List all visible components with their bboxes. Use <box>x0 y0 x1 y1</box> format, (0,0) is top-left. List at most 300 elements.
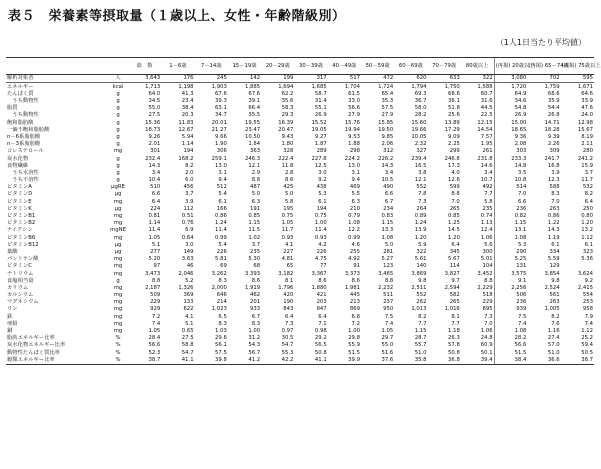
table-cell: 38.4 <box>181 105 194 112</box>
table-cell: 35.8 <box>394 356 427 364</box>
column-header: (再掲) 75歳以上 <box>561 58 594 75</box>
table-cell: 239.4 <box>411 155 427 162</box>
table-cell: 9.8 <box>551 277 560 284</box>
table-cell: 8.19 <box>581 133 593 140</box>
row-unit: mg <box>113 313 123 320</box>
column-header: 15－19歳 <box>228 58 261 75</box>
table-cell: 3.7 <box>185 191 194 198</box>
row-unit: mg <box>113 234 123 241</box>
table-cell: 512 <box>216 184 227 191</box>
table-cell: 11.83 <box>178 119 194 126</box>
table-cell: 1.24 <box>414 220 427 227</box>
table-row <box>6 141 594 148</box>
row-label: うち動物性 <box>7 112 39 119</box>
table-cell: 11.4 <box>148 227 161 234</box>
table-row <box>6 241 594 248</box>
table-cell: 334 <box>549 248 560 255</box>
row-unit: mg <box>113 270 123 277</box>
table-row <box>6 184 594 191</box>
table-cell: 246.3 <box>244 155 261 162</box>
row-label: 動物性たんぱく質比率 <box>7 349 60 356</box>
table-cell: 3,373 <box>344 270 360 277</box>
table-cell: 5.61 <box>414 256 427 263</box>
table-cell: 11.5 <box>248 227 261 234</box>
row-label: カルシウム <box>7 292 34 299</box>
table-cell: 6.9 <box>185 227 194 234</box>
table-cell: 14.3 <box>547 227 560 234</box>
table-cell: 6.1 <box>584 241 593 248</box>
row-unit: g <box>116 169 120 176</box>
table-cell: 1.05 <box>148 234 161 241</box>
table-cell: 67.6 <box>248 90 261 97</box>
table-cell: 19.05 <box>311 126 327 133</box>
table-cell: 420 <box>283 292 294 299</box>
table-cell: 13.2 <box>581 227 593 234</box>
table-cell: 10.50 <box>244 133 261 140</box>
row-unit: mg <box>113 220 123 227</box>
table-cell: 0.74 <box>480 213 493 220</box>
table-cell: 56.6 <box>494 342 527 349</box>
table-row <box>6 284 594 291</box>
table-cell: 51.8 <box>448 105 460 112</box>
table-cell: 262 <box>416 299 427 306</box>
table-cell: 213 <box>349 299 360 306</box>
table-cell: 1.14 <box>148 220 161 227</box>
table-cell: 237 <box>383 299 394 306</box>
table-cell: 21.27 <box>211 126 227 133</box>
table-cell: 1.24 <box>215 220 227 227</box>
table-cell: 0.85 <box>248 213 261 220</box>
table-cell: 59.4 <box>581 342 593 349</box>
table-cell: 41.1 <box>294 356 327 364</box>
table-cell: 56.6 <box>148 342 161 349</box>
table-cell: 12.5 <box>314 162 327 169</box>
table-cell: 9.85 <box>381 133 394 140</box>
table-cell: 3,393 <box>244 270 261 277</box>
table-cell: 1.15 <box>494 220 527 227</box>
table-cell: 50.8 <box>448 349 460 356</box>
table-cell: 2,256 <box>494 284 527 291</box>
table-cell: 33.0 <box>348 98 360 105</box>
column-header: 20－29歳 <box>261 58 294 75</box>
table-cell: 582 <box>449 292 460 299</box>
table-cell: 19.55 <box>244 119 261 126</box>
table-cell: 3,367 <box>311 270 327 277</box>
table-cell: 19.66 <box>411 126 427 133</box>
table-row <box>6 249 594 256</box>
row-label: ビタミンB6 <box>7 234 36 241</box>
table-cell: 6.1 <box>318 198 327 205</box>
table-cell: 26.9 <box>314 112 327 119</box>
table-cell: 9.2 <box>584 277 593 284</box>
row-label: コレステロール <box>7 148 44 155</box>
table-cell: 67.6 <box>215 90 227 97</box>
table-cell: 3,643 <box>128 75 161 83</box>
table-cell: 26.9 <box>494 112 527 119</box>
row-label: エネルギー <box>7 83 34 90</box>
row-unit: μgRE <box>111 184 125 191</box>
table-cell: 6.3 <box>351 198 360 205</box>
table-cell: 12.98 <box>577 119 593 126</box>
table-cell: 195 <box>283 205 294 212</box>
table-cell: 6.0 <box>185 177 194 184</box>
table-cell: 1.03 <box>215 328 227 335</box>
table-cell: 6.4 <box>584 198 593 205</box>
table-cell: 1,919 <box>244 284 261 291</box>
table-cell: 58.0 <box>414 105 427 112</box>
table-cell: 490 <box>383 184 394 191</box>
table-cell: 8.2 <box>418 313 427 320</box>
row-unit: g <box>116 112 120 119</box>
table-cell: 633 <box>428 75 461 83</box>
row-label: 穀類エネルギー比率 <box>6 356 108 364</box>
table-cell: 950 <box>383 306 394 313</box>
table-cell: 0.76 <box>181 220 194 227</box>
table-cell: 5.0 <box>284 191 294 198</box>
table-cell: 34.6 <box>494 98 527 105</box>
row-label: 脂質 <box>7 105 18 112</box>
table-cell: 229 <box>482 299 493 306</box>
table-cell: 5.1 <box>185 320 194 327</box>
table-cell: 5.6 <box>484 241 493 248</box>
table-cell: 9.7 <box>451 277 460 284</box>
row-unit: g <box>116 119 120 126</box>
table-cell: 8.8 <box>451 191 460 198</box>
table-cell: 97 <box>153 263 161 270</box>
table-cell: 8.6 <box>351 277 360 284</box>
table-cell: 0.99 <box>215 234 227 241</box>
table-cell: 9.43 <box>281 133 294 140</box>
table-cell: 20.3 <box>181 112 194 119</box>
table-cell: 3.0 <box>318 169 327 176</box>
table-cell: 2.01 <box>148 141 161 148</box>
table-cell: 298 <box>349 148 360 155</box>
row-unit: mg <box>113 284 123 291</box>
table-cell: 10.4 <box>148 177 161 184</box>
table-cell: 554 <box>582 292 593 299</box>
table-cell: 27.4 <box>547 335 560 342</box>
table-cell: 16.8 <box>547 162 560 169</box>
table-cell: 8.3 <box>218 277 227 284</box>
table-cell: 7.3 <box>484 313 493 320</box>
table-cell: 27.9 <box>348 112 360 119</box>
table-cell: 7.4 <box>494 320 527 327</box>
table-cell: 3,473 <box>145 270 161 277</box>
table-cell: 14.3 <box>381 162 394 169</box>
table-cell: 47.6 <box>581 105 593 112</box>
table-cell: 929 <box>150 306 161 313</box>
table-cell: 1.15 <box>414 328 427 335</box>
table-cell: 8.3 <box>218 320 227 327</box>
table-cell: 1.25 <box>448 220 460 227</box>
table-cell: 3.63 <box>181 256 194 263</box>
table-cell: 7.1 <box>318 320 327 327</box>
row-unit: mg <box>113 263 123 270</box>
table-cell: 1.02 <box>248 234 261 241</box>
table-cell: 5.0 <box>251 191 261 198</box>
table-cell: 41.3 <box>181 90 194 97</box>
row-label: ビタミンB2 <box>7 220 36 227</box>
table-cell: 39.9 <box>328 356 361 364</box>
table-cell: 9.8 <box>418 277 427 284</box>
table-cell: 6.3 <box>251 198 261 205</box>
table-cell: 280 <box>582 148 593 155</box>
table-cell: 8.8 <box>484 277 493 284</box>
table-cell: 13.3 <box>381 227 394 234</box>
table-cell: 303 <box>494 148 527 155</box>
table-cell: 236 <box>494 299 527 306</box>
table-cell: 12.3 <box>547 177 560 184</box>
row-unit: g <box>116 162 120 169</box>
table-cell: 895 <box>482 306 493 313</box>
row-label: パントテン酸 <box>7 256 39 263</box>
table-cell: 5.1 <box>151 241 161 248</box>
row-unit: mg <box>113 198 123 205</box>
table-cell: 9.1 <box>494 277 527 284</box>
table-cell: 14.6 <box>480 162 493 169</box>
table-cell: 0.75 <box>281 213 294 220</box>
table-cell: 52.3 <box>148 349 161 356</box>
table-cell: 7.7 <box>451 320 460 327</box>
table-cell: 510 <box>150 184 161 191</box>
table-cell: 1.20 <box>414 234 427 241</box>
table-cell: 19.50 <box>378 126 394 133</box>
table-cell: 191 <box>250 205 261 212</box>
table-cell: 25.6 <box>448 112 460 119</box>
table-cell: 1,885 <box>244 83 261 90</box>
table-cell: 1.05 <box>148 328 161 335</box>
table-cell: 232.4 <box>145 155 161 162</box>
table-cell: 51.5 <box>494 349 527 356</box>
table-cell: 241.2 <box>577 155 593 162</box>
table-row <box>6 328 594 335</box>
table-cell: 2,187 <box>145 284 161 291</box>
table-cell: 51.6 <box>381 349 394 356</box>
table-cell: 56.6 <box>348 105 360 112</box>
table-cell: 18.28 <box>544 126 560 133</box>
row-unit: % <box>115 342 121 349</box>
row-label: 脂肪エネルギー比率 <box>7 335 55 342</box>
row-unit: g <box>116 98 120 105</box>
table-cell: 0.93 <box>314 234 327 241</box>
table-cell: 15.76 <box>344 119 360 126</box>
row-label: 食塩相当量 <box>7 277 34 284</box>
row-label: マグネシウム <box>7 299 39 306</box>
table-cell: 6.4 <box>318 313 327 320</box>
table-cell: 36.6 <box>527 356 560 364</box>
table-cell: 8.6 <box>318 277 327 284</box>
table-cell: 281 <box>383 248 394 255</box>
table-cell: 6.6 <box>151 191 161 198</box>
table-cell: 50.5 <box>581 349 593 356</box>
table-cell: 199 <box>261 75 294 83</box>
table-cell: 54.4 <box>547 105 560 112</box>
table-cell: 958 <box>582 306 593 313</box>
table-cell: 15.52 <box>311 119 327 126</box>
table-row <box>6 155 594 162</box>
table-cell: 10.8 <box>494 177 527 184</box>
table-row <box>6 256 594 263</box>
table-cell: 236 <box>494 205 527 212</box>
table-cell: 65 <box>286 263 294 270</box>
table-cell: 58.3 <box>281 105 294 112</box>
table-cell: 4.2 <box>318 241 327 248</box>
table-cell: 7.5 <box>384 313 394 320</box>
table-cell: 1.15 <box>381 220 394 227</box>
table-cell: 4.75 <box>314 256 327 263</box>
table-cell: 112 <box>183 205 194 212</box>
table-cell: 241.7 <box>544 155 560 162</box>
table-cell: 28.7 <box>414 335 427 342</box>
row-unit: mg <box>113 256 123 263</box>
table-cell: 24.8 <box>480 335 493 342</box>
table-cell: 50.8 <box>314 349 327 356</box>
table-cell: 250 <box>582 205 593 212</box>
table-row <box>6 90 594 97</box>
table-cell: 5.20 <box>148 256 161 263</box>
table-cell: 3.0 <box>185 241 194 248</box>
table-cell: 7.0 <box>451 198 460 205</box>
table-cell: 5.4 <box>218 241 227 248</box>
row-label: 食物繊維 <box>7 162 29 169</box>
table-cell: 1,588 <box>477 83 493 90</box>
table-cell: 1.19 <box>547 234 560 241</box>
table-cell: 265 <box>449 205 460 212</box>
row-label: ビタミンA <box>7 184 32 191</box>
table-cell: 1,013 <box>411 306 427 313</box>
table-cell: 7.3 <box>284 320 294 327</box>
table-cell: 0.89 <box>414 213 427 220</box>
table-row <box>6 148 594 155</box>
table-cell: 5.2 <box>185 277 194 284</box>
table-cell: 8.6 <box>284 177 294 184</box>
table-cell: 60.7 <box>480 90 493 97</box>
table-cell: 1.00 <box>348 328 360 335</box>
table-row <box>6 213 594 220</box>
table-cell: 55.9 <box>348 342 360 349</box>
table-cell: 226.2 <box>378 155 394 162</box>
table-cell: 6.1 <box>551 241 560 248</box>
table-cell: 203 <box>316 299 327 306</box>
table-cell: 8.3 <box>251 320 261 327</box>
table-cell: 77 <box>319 263 327 270</box>
table-row <box>6 98 594 105</box>
row-label: 葉酸 <box>7 248 18 255</box>
row-label: うち水溶性 <box>7 169 39 176</box>
row-label: リン <box>7 306 18 313</box>
table-cell: 8.3 <box>551 191 560 198</box>
table-cell: 9.66 <box>215 133 227 140</box>
table-row <box>6 177 594 184</box>
row-unit: % <box>115 349 121 356</box>
table-cell: 104 <box>482 263 493 270</box>
table-cell: 11.8 <box>281 162 294 169</box>
table-cell: 57.0 <box>547 342 560 349</box>
column-header: 50－59歳 <box>361 58 394 75</box>
table-cell: 289 <box>316 148 327 155</box>
table-cell: 140 <box>416 263 427 270</box>
table-cell: 0.82 <box>494 213 527 220</box>
row-unit: kcal <box>112 83 124 90</box>
table-cell: 2.9 <box>251 169 261 176</box>
table-cell: 8.1 <box>451 313 460 320</box>
table-cell: 13.9 <box>414 227 427 234</box>
table-cell: 1,198 <box>178 83 194 90</box>
table-cell: 317 <box>294 75 327 83</box>
row-label: ビタミンK <box>7 205 32 212</box>
table-cell: 1.08 <box>381 234 394 241</box>
row-unit: μg <box>114 205 122 212</box>
table-cell: 27.5 <box>148 112 161 119</box>
table-cell: 39.8 <box>195 356 228 364</box>
table-cell: 322 <box>416 248 427 255</box>
table-cell: 5.8 <box>284 198 294 205</box>
table-cell: 10.5 <box>381 177 394 184</box>
table-cell: 55.0 <box>148 105 161 112</box>
table-row <box>6 220 594 227</box>
table-cell: 1,720 <box>494 83 527 91</box>
table-cell: 224.2 <box>344 155 360 162</box>
table-cell: 7.8 <box>418 191 427 198</box>
table-cell: 3.9 <box>185 198 194 205</box>
column-header: 1－6歳 <box>161 58 194 75</box>
table-cell: 235 <box>250 248 261 255</box>
table-cell: 6.6 <box>494 198 527 205</box>
row-label: 飽和脂肪酸 <box>7 119 34 126</box>
row-unit: g <box>116 90 120 97</box>
table-cell: 4.1 <box>185 313 194 320</box>
table-row <box>6 134 594 141</box>
table-cell: 0.93 <box>281 234 294 241</box>
table-cell: 55.7 <box>414 342 427 349</box>
table-cell: 46 <box>186 263 194 270</box>
row-unit: g <box>116 277 120 284</box>
table-cell: 63.1 <box>215 105 227 112</box>
row-unit: mg <box>113 148 123 155</box>
unit-note: （1人1日当たり平均値） <box>495 38 586 47</box>
table-cell: 1.08 <box>348 220 360 227</box>
table-cell: 847 <box>316 306 327 313</box>
table-cell: 1.16 <box>547 328 560 335</box>
table-cell: 265 <box>449 299 460 306</box>
table-cell: 253 <box>582 299 593 306</box>
table-cell: 27.9 <box>381 112 394 119</box>
table-cell: 229 <box>150 299 161 306</box>
table-cell: 4.6 <box>351 241 360 248</box>
table-cell: 438 <box>316 184 327 191</box>
table-cell: 6.1 <box>218 198 227 205</box>
table-cell: 142 <box>228 75 261 83</box>
table-cell: 7.7 <box>484 191 493 198</box>
table-cell: 1.22 <box>547 220 560 227</box>
table-cell: 588 <box>549 184 560 191</box>
row-unit: mgNE <box>110 227 126 234</box>
table-cell: 18.65 <box>494 126 527 133</box>
table-cell: 3,624 <box>577 270 593 277</box>
table-cell: 29.8 <box>348 335 360 342</box>
table-cell: 54.3 <box>248 342 261 349</box>
table-row <box>6 349 594 356</box>
table-cell: 166 <box>216 205 227 212</box>
table-cell: 17.29 <box>444 126 460 133</box>
table-cell: 15.67 <box>577 126 593 133</box>
row-label: 銅 <box>7 328 13 335</box>
table-cell: 22.5 <box>480 112 493 119</box>
table-cell: 7.0 <box>551 198 560 205</box>
table-cell: 8.8 <box>151 277 161 284</box>
table-cell: 69.3 <box>414 90 427 97</box>
table-row <box>6 162 594 169</box>
